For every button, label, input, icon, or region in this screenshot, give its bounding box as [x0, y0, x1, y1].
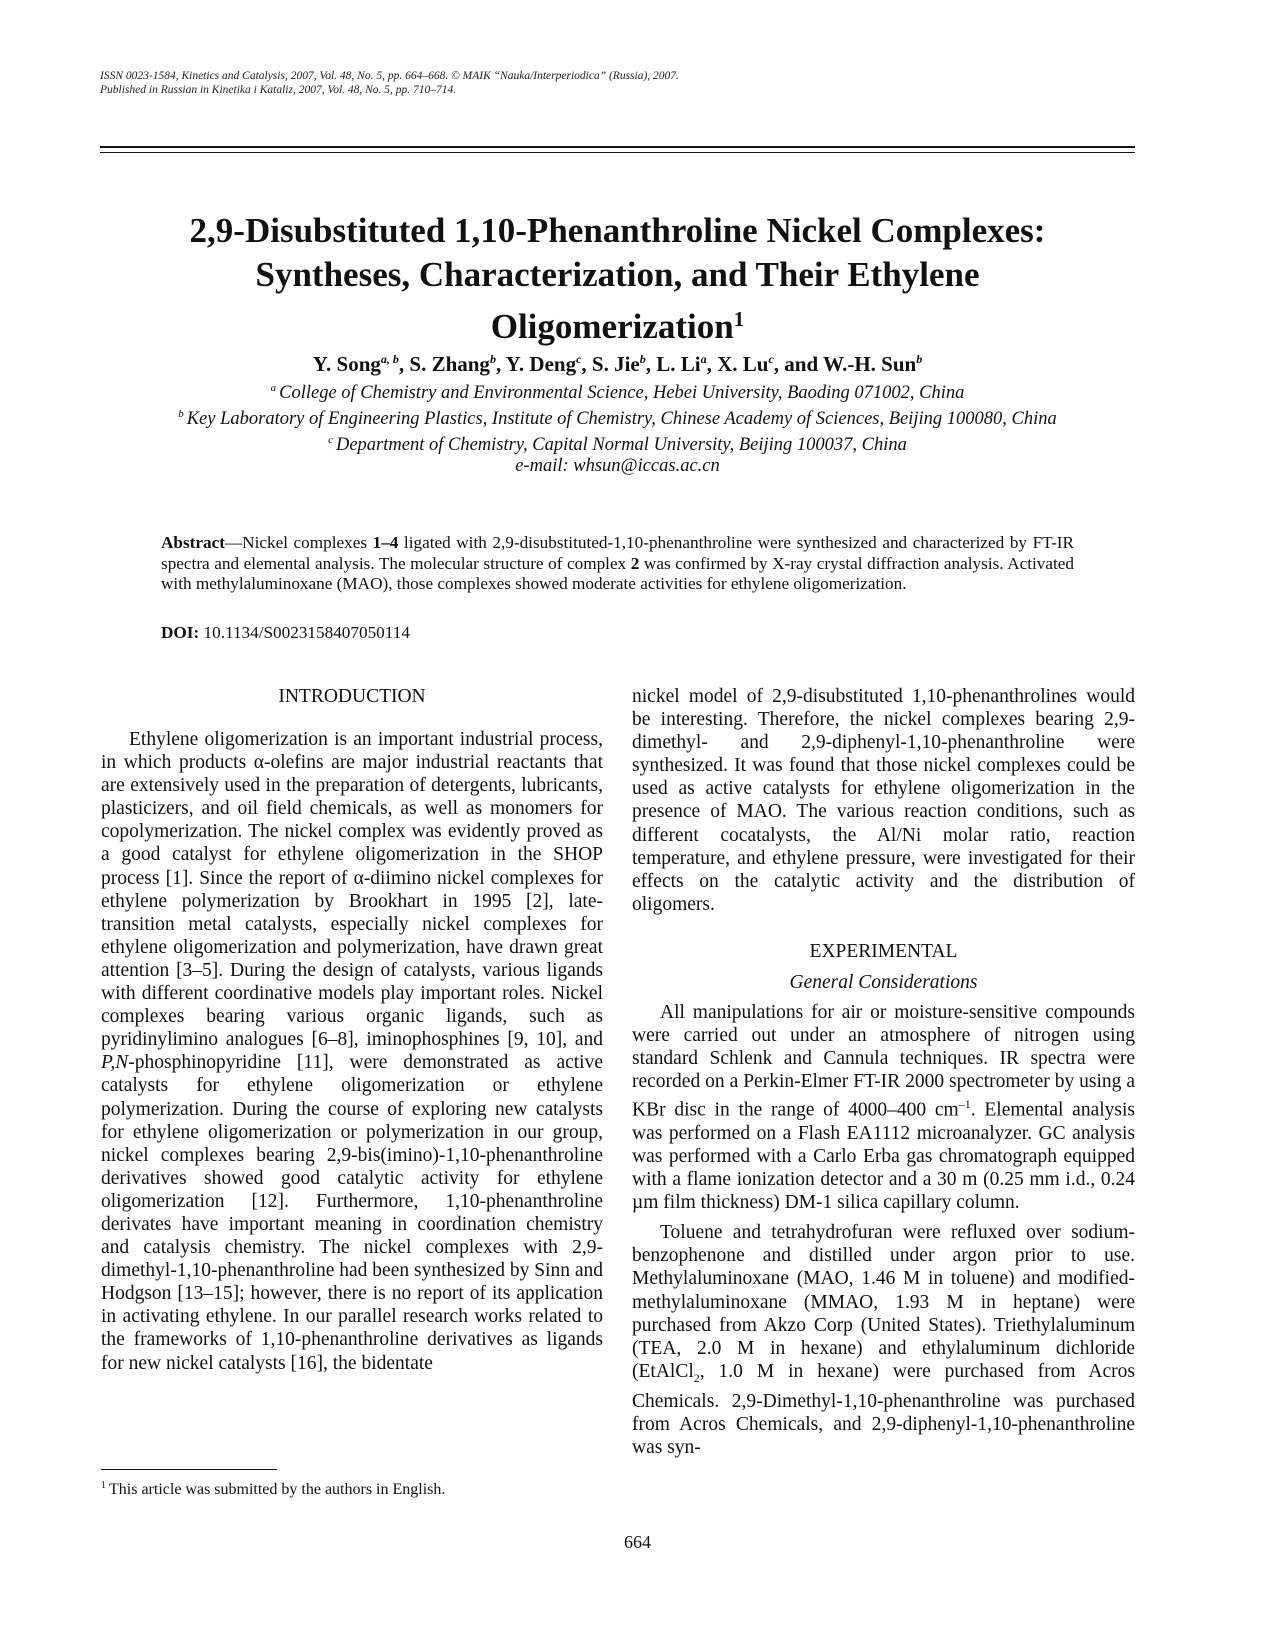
author: Y. Deng$^c$, — [505, 352, 592, 376]
header-rule-thin — [100, 152, 1135, 153]
affiliation-a: $^a$ College of Chemistry and Environmental Science, Hebei University, Baoding 071002, China — [270, 382, 965, 403]
page-number: 664 — [624, 1532, 651, 1552]
experimental-paragraph-1: All manipulations for air or moisture-sensitive compounds were carried out under an atmosphere of nitrogen using standard Schlenk and Cannula techniques. IR spectra were recorded on a Perkin-Elmer FT-IR 2000 spectrometer by using a KBr disc in the range of 4000–400 $cm^{-1}$. Elemental analysis was performed on a Flash EA1112 microanalyzer. GC analysis was performed with a Carlo Erba gas chromatograph equipped with a flame ionization detector and a 30 m (0.25 mm i.d., 0.24 µm film thickness) DM-1 silica capillary column. — [632, 1001, 1135, 1214]
header-line-1: ISSN 0023-1584, Kinetics and Catalysis, 2007, Vol. 48, No. 5, pp. 664–668. © MAIK “Nauka/Interperiodica” (Russia), 2007. — [100, 70, 679, 82]
experimental-heading: EXPERIMENTAL — [809, 940, 958, 962]
author: X. Lu$^c$, and — [717, 352, 824, 376]
footnote-rule — [101, 1469, 277, 1470]
introduction-heading: INTRODUCTION — [278, 686, 426, 707]
title-line-1: 2,9-Disubstituted 1,10-Phenanthroline Nickel Complexes: — [189, 211, 1046, 250]
author: L. Li$^a$, — [656, 352, 718, 376]
experimental-paragraph-2: Toluene and tetrahydrofuran were refluxed over sodium-benzophenone and distilled under argon prior to use. Methylaluminoxane (MAO, 1.46 M in toluene) and modified-methylaluminoxane (MMAO, 1.93 M in heptane) were purchased from Akzo Corp (United States). Triethylaluminum (TEA, 2.0 M in hexane) and ethylaluminum dichloride (EtAlCl$_2$, 1.0 M in hexane) were purchased from Acros Chemicals. 2,9-Dimethyl-1,10-phenanthroline was purchased from Acros Chemicals, and 2,9-diphenyl-1,10-phenanthroline was syn- — [632, 1222, 1135, 1459]
author: Y. Song$^{a, b}$, — [312, 352, 410, 376]
author: S. Jie$^b$, — [591, 352, 657, 376]
doi — [161, 623, 410, 643]
author: S. Zhang$^b$, — [409, 352, 506, 376]
introduction-paragraph: Ethylene oligomerization is an important industrial process, in which products α-olefins are major industrial reactants that are extensively used in the preparation of detergents, lubricants, plasticizers, and oil field chemicals, as well as monomers for copolymerization. The nickel complex was evidently proved as a good catalyst for ethylene oligomerization in the SHOP process [1]. Since the report of α-diimino nickel complexes for ethylene polymerization by Brookhart in 1995 [2], late-transition metal catalysts, especially nickel complexes for ethylene oligomerization and polymerization, have drawn great attention [3–5]. During the design of catalysts, various ligands with different coordinative models play important roles. Nickel complexes bearing various organic ligands, such as pyridinylimino analogues [6–8], iminophosphines [9, 10], and P,N-phosphinopyridine [11], were demonstrated as active catalysts for ethylene oligomerization or ethylene polymerization. During the course of exploring new catalysts for ethylene oligomerization or polymerization in our group, nickel complexes bearing 2,9-bis(imino)-1,10-phenanthroline derivatives showed good catalytic activity for ethylene oligomerization [12]. Furthermore, 1,10-phenanthroline derivates have important meaning in coordination chemistry and catalysis chemistry. The nickel complexes with 2,9-dimethyl-1,10-phenanthroline had been synthesized by Sinn and Hodgson [13–15]; however, there is no report of its application in activating ethylene. In our parallel research works related to the frameworks of 1,10-phenanthroline derivatives as ligands for new nickel catalysts [16], the bidentate — [101, 729, 604, 1374]
title-line-2: Syntheses, Characterization, and Their Ethylene — [255, 255, 980, 294]
contact-email: e-mail: whsun@iccas.ac.cn — [515, 456, 720, 476]
doi-label: DOI: — [161, 623, 200, 642]
header-line-2: Published in Russian in Kinetika i Kataliz, 2007, Vol. 48, No. 5, pp. 710–714. — [100, 84, 457, 96]
footnote: $^1$ This article was submitted by the authors in English. — [101, 1480, 446, 1498]
header-rule-thick — [100, 146, 1135, 148]
title-footnote-mark: 1 — [733, 307, 745, 331]
general-considerations-heading: General Considerations — [789, 971, 978, 993]
author: W.-H. Sun$^b$ — [823, 352, 923, 376]
introduction-paragraph-continued: nickel model of 2,9-disubstituted 1,10-phenanthrolines would be interesting. Therefore, the nickel complexes bearing 2,9-dimethyl- and 2,9-diphenyl-1,10-phenanthroline were synthesized. It was found that those nickel complexes could be used as active catalysts for ethylene oligomerization in the presence of MAO. The various reaction conditions, such as different cocatalysts, the Al/Ni molar ratio, reaction temperature, and ethylene pressure, were investigated for their effects on the catalytic activity and the distribution of oligomers. — [632, 686, 1135, 915]
doi-value: 10.1134/S0023158407050114 — [203, 623, 410, 642]
right-column — [632, 685, 1135, 1459]
article-title — [100, 209, 1135, 349]
left-column — [101, 685, 603, 1375]
affiliation-b: $^b$ Key Laboratory of Engineering Plastics, Institute of Chemistry, Chinese Academy of Sciences, Beijing 100080, China — [178, 408, 1057, 429]
title-line-3: Oligomerization — [490, 307, 734, 346]
author-list — [100, 346, 1135, 377]
abstract-label: Abstract — [161, 533, 225, 552]
affiliation-c: $^c$ Department of Chemistry, Capital Normal University, Beijing 100037, China — [328, 434, 907, 455]
running-header — [100, 69, 679, 97]
abstract: Abstract—Nickel complexes 1–4 ligated with 2,9-disubstituted-1,10-phenanthroline were synthesized and characterized by FT-IR spectra and elemental analysis. The molecular structure of complex 2 was confirmed by X-ray crystal diffraction analysis. Activated with methylaluminoxane (MAO), those complexes showed moderate activities for ethylene oligomerization. — [161, 533, 1075, 593]
